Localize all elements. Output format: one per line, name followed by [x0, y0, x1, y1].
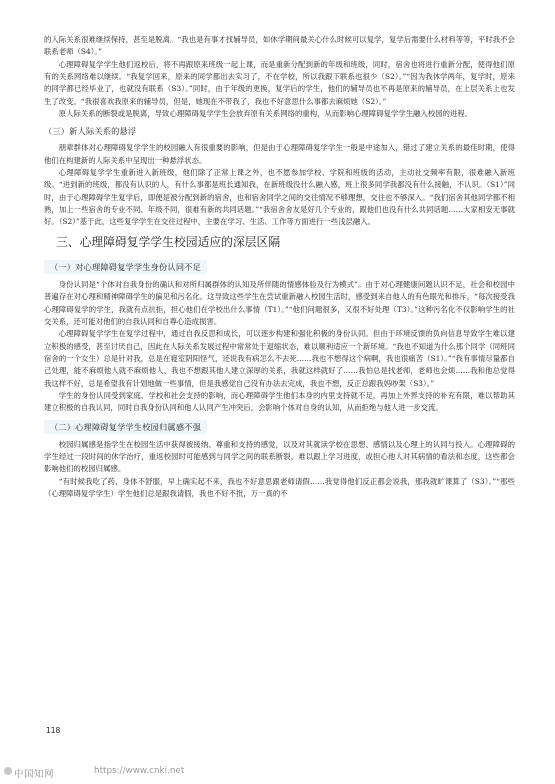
- section-heading: 三、心理障碍复学学生校园适应的深层区隔: [56, 234, 281, 249]
- paragraph: 原人际关系的断裂或是脱离，导致心理障碍复学学生会放弃原有关系网络的重构，从而影响心理障碍复学学生融入校园的进程。: [58, 109, 473, 119]
- article-body: [44, 34, 515, 500]
- subsection-heading: （三）新人际关系的悬浮: [44, 126, 137, 137]
- cnki-watermark: [0, 750, 555, 784]
- paragraph: 学生的身份认同受到家庭、学校和社会支持的影响，而心理障碍学生他们本身的内里支持就不足，再加上外界支持的补充有限，难以帮助其建立积极的自我认同，同时自我身份认同和他人认同产生冲突后，会影响个体对自身的认知，从而拒绝与他人进一步交流。: [44, 390, 515, 413]
- paragraph: “有时候我吃了药，身体不舒服，早上确实起不来，我也不好意思跟老师请假……我觉得他们反正都会说我，那我就旷课算了（S3）。”“那些（心理障碍复学学生）学生他们总是跟我请假，我也不好不批，万一真的不: [44, 476, 515, 498]
- paragraph: 身份认同是“个体对自我身份的确认和对所归属群体的认知及所伴随的情感体验及行为模式”。由于对心理健康问题认识不足，社会和校园中普遍存在对心理和精神障碍学生的偏见和污名化。这导致这些学生在尝试重新融入校园生活时，感受到来自他人的有色眼光和排斥，“每次接受我心理障碍复学的学生，我就有点抗拒，担心他们在学校出什么事情（T1）。”“他们问题很多，又很不好处理（T3）。”这种污名化不仅影响学生的社交关系，还可能对他们的自我认同和自尊心造成损害。: [44, 279, 515, 326]
- watermark-url: https://www.cnki.net: [94, 766, 185, 776]
- watermark-brand: 中国知网: [14, 769, 55, 780]
- page-number: 118: [46, 726, 61, 735]
- subsection-heading-row: [44, 255, 515, 279]
- paragraph: 心理障碍复学学生他们返校后，将不再跟原来班级一起上课，而是重新分配到新的年级和班级，同时，宿舍也将进行重新分配，使得他们原有的关系网络难以继续。“我复学回来，原来的同学都出去实习了，不在学校，所以我跟下联系也很少（S2）。”“因为我休学两年，复学时，原来的同学都已经毕业了，也就没有联系（S3）。”同时，由于年级的更换，复学后的学生，他们的辅导员也不再是原来的辅导员，在上层关系上也发生了改变。“我很喜欢我原来的辅导员，但是，她现在不带我了，我也不好意思什么事都去麻烦她（S2）。”: [44, 59, 515, 106]
- paragraph: 的人际关系很难继续保持，甚至是脱离。“我也是有事才找辅导员，如休学期间最关心什么时候可以复学，复学后需要什么材料等等，平时我不会联系老师（S4）。”: [44, 35, 515, 57]
- subsection-heading: （二）心理障碍复学学生校园归属感不强: [44, 420, 207, 434]
- subsection-heading-row: [44, 415, 515, 439]
- paragraph: 朋辈群体对心理障碍复学学生的校园融入有很重要的影响，但是由于心理障碍复学学生一般是中途加入，错过了建立关系的最佳时期，使得他们在构建新的人际关系中呈现出一种悬浮状态。: [44, 143, 515, 165]
- paragraph: 心理障碍复学学生在复学过程中，通过自我反思和成长，可以逐步构建和强化积极的身份认同。但由于环境反馈的负向信息导致学生难以建立积极的感受，甚至讨厌自己，因此在人际关系发展过程中常常处于退缩状态，难以顺利适应一个新环境。“我也不知道为什么那个同学（同班同宿舍的一个女生）总是针对我，总是在寝室阴阳怪气，还说我有病怎么不去死……我也不想得这个病啊，我也很痛苦（S1）。”“我有事情尽量都自己处理，能不麻烦他人就不麻烦他人，我也不想跟其他人建立深厚的关系，我就这样就好了……我怕总是找老师，老师也会烦……我和他总觉得我这样不好，总是希望我有计划地做一些事情，但是我感觉自己没有办法去完成，我也不想，反正总跟我妈吵架（S3）。”: [44, 329, 515, 388]
- paragraph: 心理障碍复学学生重新进入新班级，他们除了正常上课之外，也不愿参加学校、学院和班级的活动，主动社交频率有限，很难融入新班级。“进到新的班级，都没有认识的人，有什么事都是班长通知我，在新班级没什么融入感，班上很多同学我都没有什么接触，不认识。（S1）”同时，由于心理障碍学生复学后，即便是被分配到新的宿舍，也和宿舍同学之间的交往情况不够理想，交往也不够深入。“我们宿舍其他同学都不相熟，加上一些宿舍的专业不同、年级不同，很难有新的共同话题。”“我宿舍舍友是好几个专业的，跟他们也没有什么共同话题……大家相安无事就好。（S2）”基于此，这些复学学生在交往过程中，主要在学习、生活、工作等方面进行一些浅层融入。: [44, 168, 515, 227]
- paragraph: 校园归属感是指学生在校园生活中获得被接纳、尊重和支持的感觉，以及对其就读学校在思想、感情以及心理上的认同与投入。心理障碍的学生经过一段时间的休学治疗，重返校园时可能感到与同学之间的联系断裂，难以跟上学习进度，或担心他人对其病情的看法和态度，这些都会影响他们的校园归属感。: [44, 439, 515, 474]
- subsection-heading: （一）对心理障碍复学学生身份认同不足: [44, 260, 207, 274]
- cnki-logo-icon: [4, 767, 12, 775]
